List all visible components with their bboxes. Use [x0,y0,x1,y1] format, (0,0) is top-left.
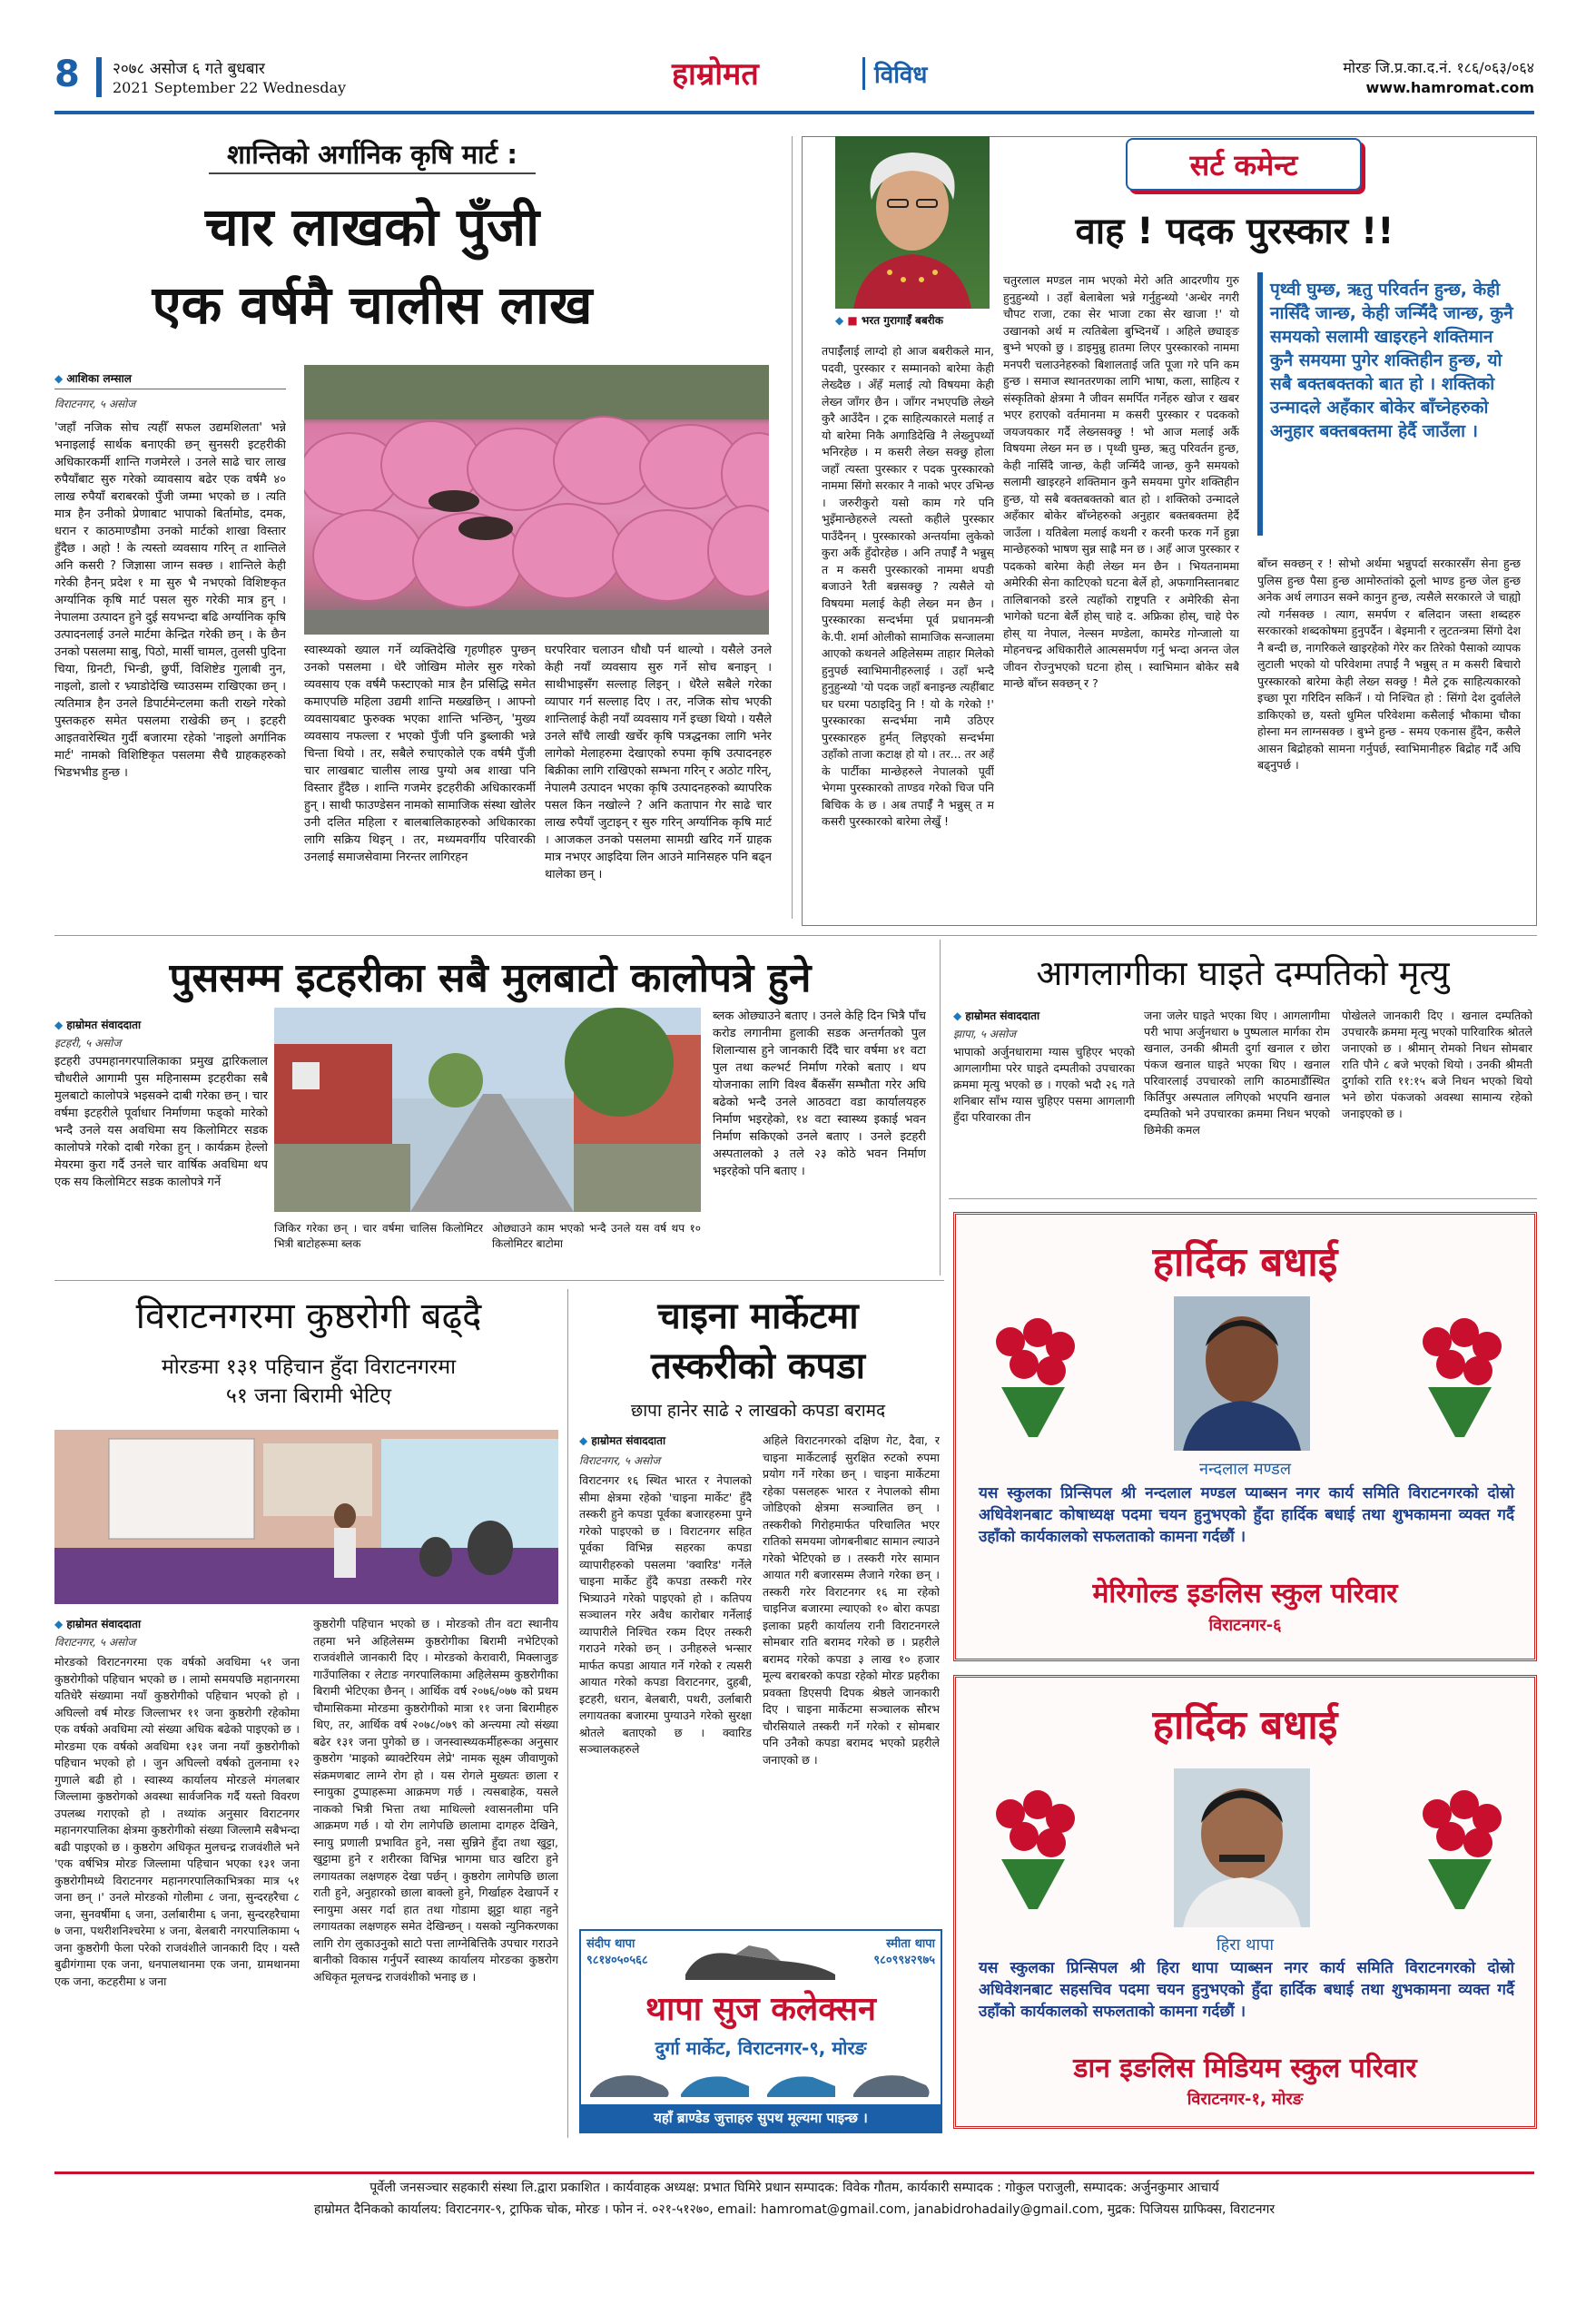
story4-author: ◆ हाम्रोमत संवाददाता [54,1616,141,1631]
story3-headline: आगलागीका घाइते दम्पतिको मृत्यु [1036,953,1450,993]
kicker-underline [209,172,536,174]
page-number-bar [96,57,102,97]
footer-line-1: पूर्वेली जनसञ्चार सहकारी संस्था लि.द्वारा प्रकाशित । कार्यवाहक अध्यक्ष: प्रभात घिमिरे प्रधान सम्पादक: विवेक गौतम, कार्यकारी सम्पादक : गोकुल पराजुली, सम्पादक: अर्जुनकुमार आचार्य [369,2181,1219,2195]
ad1-message: यस स्कुलका प्रिन्सिपल श्री नन्दलाल मण्डल प्याब्सन नगर कार्य समिति विराटनगरको दोस्रो अधिवेशनबाट कोषाध्यक्ष पदमा चयन हुनुभएको हुँदा हार्दिक बधाई तथा शुभकामना व्यक्त गर्दै उहाँको कार्यकालको सफलताको कामना गर्दछौं । [979,1484,1514,1546]
pullquote-box [1257,272,1521,536]
story5-column-1: विराटनगर १६ स्थित भारत र नेपालको सीमा क्षेत्रमा रहेको 'चाइना मार्केट' हुँदै तस्करी हुने कपडा पूर्वका बजारहरुमा पुग्ने गरेको पाइएको छ । विराटनगर सहित पूर्वका विभिन्न सहरका कपडा व्यापारीहरुको पसलमा 'क्वारिड' गर्नेले चाइना मार्केट हुँदै कपडा तस्करी गरेर भित्र्याउने गरेको पाइएको हो । कतिपय सञ्चालन गरेर अवैध कारोबार गर्नेलाई व्यापारीले निश्चित रकम दिएर तस्करी गराउने गरेको छन् । उनीहरुले भन्सार मार्फत कपडा आयात गर्ने गरेको र त्यसरी आयात गरेको कपडा विराटनगर, दुहबी, इटहरी, धरान, बेलबारी, पथरी, उर्लाबारी लगायतका बजारमा पुग्याउने गरेको सुरक्षा श्रोतले बताएको छ । क्वारिड सञ्चालकहरुले [579,1473,752,1756]
story5-author: ◆ हाम्रोमत संवाददाता [579,1433,665,1448]
masthead [54,50,1534,109]
ad-contact-right-phone[interactable]: ९८०९९४२९७५ [873,1954,935,1967]
story4-dateline: विराटनगर, ५ असोज [54,1636,136,1649]
road-photo-caption-2: ओछ्याउने काम भएको भन्दै उनले यस वर्ष थप १० किलोमिटर बाटोमा [492,1222,701,1250]
pullquote-text: पृथ्वी घुम्छ, ऋतु परिवर्तन हुन्छ, केही नासिँदै जान्छ, केही जन्मिँदै जान्छ, कुनै समयको सलामी खाइरहने शक्तिमान कुनै समयमा पुगेर शक्तिहीन हुन्छ, यो सबै बक्तबक्तको बात हो । शक्तिको उन्मादले अहँकार बोकेर बाँच्नेहरुको अनुहार बक्तबक्तमा हेर्दै जाउँला । [1270,280,1513,441]
column-logo-text: सर्ट कमेन्ट [1189,148,1298,182]
ad2-school: डान इङलिस मिडियम स्कुल परिवार [1073,2053,1417,2084]
story1-kicker: शान्तिको अर्गानिक कृषि मार्ट : [227,139,517,170]
story4-headline: विराटनगरमा कुष्ठरोगी बढ्दै [135,1295,482,1337]
story4-column-2: कुष्ठरोगी पहिचान भएको छ । मोरङको तीन वटा स्थानीय तहमा भने अहिलेसम्म कुष्ठरोगीका बिरामी नभेटिएको राजवंशीले जानकारी दिए । मोरङको केरावारी, मिक्लाजुङ गाउँपालिका र लेटाङ नगरपालिकामा अहिलेसम्म कुष्ठरोगीका बिरामी भेटिएका छैनन् । आर्थिक वर्ष २०७६/०७७ को प्रथम चौमासिकमा मोरङमा कुष्ठरोगीको मात्रा ११ जना बिरामीहरु थिए, तर, आर्थिक वर्ष २०७८/०७९ को अन्त्यमा त्यो संख्या बढेर १३१ जना पुगेको छ । जनस्वास्थ्यकर्मीहरूका अनुसार कुष्ठरोग 'माइको ब्याक्टेरियम लेप्रे' नामक सूक्ष्म जीवाणुको संक्रमणबाट लाग्ने रोग हो । यस रोगले मुख्यतः छाला र स्नायुका टुप्पाहरूमा आक्रमण गर्छ । त्यसबाहेक, यसले नाकको भित्री भित्ता तथा माथिल्लो श्वासनलीमा पनि आक्रमण गर्छ । यो रोग लागेपछि छालामा दागहरु देखिने, स्नायु प्रणाली प्रभावित हुने, नसा सुन्निने हुँदा तथा खुट्टा, खुट्टामा हुने र शरीरका विभिन्न भागमा घाउ खटिरा हुने लगायतका लक्षणहरु देखा पर्छन् । कुष्ठरोग लागेपछि छाला राती हुने, अनुहारको छाला बाक्लो हुने, गिर्खाहरु देखापर्ने र स्नायुमा असर गर्दा हात तथा गोडामा झुट्टा थाहा नहुने लगायतका लक्षणहरु समेत देखिन्छन् । यसको न्युनिकरणका लागि रोग लुकाउनुको साटो पत्ता लाग्नेबित्तिकै उपचार गराउने बानीको विकास गर्नुपर्ने स्वास्थ्य कार्यालय मोरङका कुष्ठरोग अधिकृत मूलचन्द्र राजवंशीको भनाइ छ । [313,1617,558,1984]
columnist-name-text: भरत गुरागाईँ बबरीक [861,314,943,327]
ad1-portrait [1174,1296,1310,1451]
greeting-ad-2 [953,1675,1537,2129]
story1-dateline: विराटनगर, ५ असोज [54,398,136,410]
story5-subhead: छापा हानेर साढे २ लाखको कपडा बरामद [630,1401,886,1421]
ad2-person-name: हिरा थापा [1216,1935,1274,1955]
date-english: 2021 September 22 Wednesday [113,79,347,96]
ad-contact-right [873,1935,935,1967]
rose-bouquet-icon-3 [983,1777,1083,1914]
story3-column-2: जना जलेर घाइते भएका थिए । आगलागीमा परी भापा अर्जुनधारा ७ पुष्पलाल मार्गका रोम खनाल, उनकी श्रीमती दुर्गा खनाल र छोरा पंकज खनाल घाइते भएका थिए । खनाल परिवारलाई उपचारको लागि काठमाडौंस्थित किर्तिपुर अस्पताल लगिएको भएपनि खनाल दम्पतिको भने उपचारका क्रममा निधन भएको छिमेकी कमल [1144,1009,1330,1137]
story3-column-3: पोखेलले जानकारी दिए । खनाल दम्पतिको उपचारकै क्रममा मृत्यु भएको पारिवारिक श्रोतले जनाएको छ । श्रीमान् रोमको निधन सोमबार राति पौने ८ बजे भएको थियो । उनकी श्रीमती दुर्गाको राति ११:१५ बजे निधन भएको थियो भने छोरा पंकजको अवस्था सामान्य रहेको जनाइएको छ । [1342,1009,1532,1120]
pink-bags-photo [304,365,769,635]
columnist-photo [835,136,990,309]
masthead-rule [54,111,1534,114]
road-photo [274,1008,701,1212]
ad-contact-right-name: स्मीता थापा [886,1937,935,1951]
column-logo [1126,138,1362,191]
ad1-school: मेरिगोल्ड इङलिस स्कुल परिवार [1092,1578,1398,1610]
story5-column-2: अहिले विराटनगरको दक्षिण गेट, दैवा, र चाइना मार्केटलाई सुरक्षित रुटको रुपमा प्रयोग गर्ने गरेका छन् । चाइना मार्केटमा रहेका पसलहरू भारत र नेपालको सीमा जोडिएको क्षेत्रमा सञ्चालित छन् । तस्करीको गिरोहमार्फत परिचालित भएर रातिको समयमा जोगबनीबाट सामान ल्याउने गरेको भेटिएको छ । तस्करी गरेर सामान आयात गरी बजारसम्म लैजाने गरेका छन् । तस्करी गरेर विराटनगर १६ मा रहेको चाइनिज बजारमा ल्याएको १० बोरा कपडा इलाका प्रहरी कार्यालय रानी विराटनगरले सोमबार राति बरामद गरेको छ । प्रहरीले बरामद गरेको कपडा ३ लाख १० हजार मूल्य बराबरको कपडा रहेको मोरङ प्रहरीका प्रवक्ता डिएसपी दिपक श्रेष्ठले जानकारी दिए । चाइना मार्केटमा सञ्चालक सौरभ चौरसियाले तस्करी गर्ने गरेको र सोमबार पनि उनैको कपडा बरामद भएको प्रहरीले जनाएको छ । [763,1433,940,1767]
story2-author: ◆ हाम्रोमत संवाददाता [54,1017,141,1032]
rose-bouquet-icon [983,1305,1083,1442]
column-headline: वाह ! पदक पुरस्कार !! [1075,211,1394,252]
section-rule-2 [54,1280,944,1281]
rose-bouquet-icon-4 [1410,1777,1510,1914]
column-divider-3 [567,1289,568,2138]
ad2-title: हार्दिक बधाई [1152,1702,1338,1748]
page-number: 8 [54,54,80,95]
greeting-ad-1 [953,1212,1537,1661]
columnist-name: ◆ ■ भरत गुरागाईँ बबरीक [835,312,990,328]
story5-headline-1: चाइना मार्केटमा [657,1295,859,1337]
story2-column-1: इटहरी उपमहानगरपालिकाका प्रमुख द्वारिकलाल चौधरीले आगामी पुस महिनासम्म इटहरीका सबै मुलबाटो कालोपत्रे भइसक्ने दाबी गरेका छन् । चार वर्षमा इटहरीले पूर्वाधार निर्माणमा फड्को मारेको भन्दै उनले यस अवधिमा सय किलोमिटर सडक कालोपत्रे गरेको दाबी गरेका हुन् । कार्यक्रम हेल्लो मेयरमा कुरा गर्दै उनले चार वार्षिक अवधिमा थप एक सय किलोमिटर सडक कालोपत्रे गर्ने [54,1055,268,1189]
story1-headline-1: चार लाखको पुँजी [204,196,540,258]
shoe-display [590,2063,931,2101]
column-divider-2 [940,940,941,1275]
ad1-title: हार्दिक बधाई [1152,1239,1338,1285]
section-rule-3 [949,1198,1537,1199]
ad1-place: विराटनगर-६ [1208,1616,1282,1635]
story2-column-3: ब्लक ओछ्याउने बताए । उनले केहि दिन भित्रै पाँच करोड लगानीमा हुलाकी सडक अन्तर्गतको पुल शिलान्यास हुने जानकारी दिँदै चार वर्षमा ४१ वटा पुल तथा कल्भर्ट निर्माण गरेको बताए । थप योजनाका लागि विश्व बैंकसँग सम्भौता गरेर अघि बढेको भन्दै उनले आठवटा वडा कार्यालयहरु निर्माण भइरहेको, १४ वटा स्वास्थ्य इकाई भवन निर्माण सकिएको उनले बताए । उनले इटहरी अस्पतालको ३ तले २३ कोठे भवन निर्माण भइरहेको पनि बताए । [713,1009,926,1178]
story2-headline: पुससम्म इटहरीका सबै मुलबाटो कालोपत्रे हुने [169,955,812,1001]
ad2-place: विराटनगर-१, मोरङ [1187,2090,1304,2109]
story1-headline-2: एक वर्षमै चालीस लाख [152,274,593,336]
date-nepali: २०७८ असोज ६ गते बुधबार [113,60,265,78]
column-col-2: चतुरलाल मण्डल नाम भएको मेरो अति आदरणीय गुरु हुनुहुन्थ्यो । उहाँ बेलाबेला भन्ने गर्नुहुन्थ्यो 'अन्धेर नगरी चौपट राजा, टका सेर भाजा टका सेर खाजा !' यो उखानको अर्थ म त्यतिबेला बुभ्दिनथेँ । अहिले छ्याङ्ङ बुभ्ने भएको छु । डाइमुन्नु हातमा लिएर पुरस्कारको नाममा मनपरी चलाउनेहरुको बिशालताई जति पूजा गरे पनि कम हुन्छ । समाज स्थानतरणका लागि भाषा, कला, साहित्य र संस्कृतिको क्षेत्रमा नै जीवन समर्पित गर्नेहरु खोज र खबर भएर हराएको वर्तमानमा म कसरी पुरस्कार र पदकको जयजयकार गर्दै लेख्नसक्छु ! भो आज मलाई अर्कै विषयमा लेख्न मन छ । पृथ्वी घुम्छ, ऋतु परिवर्तन हुन्छ, केही नासिँदै जान्छ, केही जन्मिँदै जान्छ, कुनै समयको सलामी खाइरहने शक्तिमान कुनै समयमा पुगेर शक्तिहीन हुन्छ, यो सबै बक्तबक्तको बात हो । शक्तिको उन्मादले अहँकार बोकेर बाँच्नेहरुको अनुहार बक्तबक्तमा हेर्दै जाउँला । यतिबेला मलाई कथनी र करनी फरक गर्ने हुन्ना मान्छेहरुको भाषण सुन्न साह्रै मन छ । अहँ आज पुरस्कार र पदकको बारेमा केही लेख्न मन छैन । भियतनाममा अमेरिकी सेना काटिएको घटना बेर्ले हो, अफगानिस्तानबाट तालिबानको डरले त्यहाँको राष्ट्रपति र अमेरिकी सेना भागेको घटना बेर्लै होस् चाहे द. अफ्रिका होस्, चाहे पेरु होस् या नेपाल, नेल्सन मण्डेला, कामरेड गोन्जालो या मोहनचन्द्र अधिकारीले आत्मसमर्पण गर्नु भन्दा अनन्त जेल जीवन रोज्नुभएको घटना होस् । स्वाभिमान बोकेर सबै मान्छे बाँच्न सक्छन् र ? [1003,273,1239,690]
ad1-person-name: नन्दलाल मण्डल [1198,1460,1292,1479]
website[interactable]: www.hamromat.com [1365,79,1534,96]
story3-column-1: भापाको अर्जुनधारामा ग्यास चुहिएर भएको आगलागीमा परेर घाइते दम्पतीको उपचारका क्रममा मृत्यु भएको छ । गएको भदौ २६ गते शनिबार साँभ ग्यास चुहिएर पसमा आगलागी हुँदा परिवारका तीन [953,1045,1135,1124]
story2-dateline: इटहरी, ५ असोज [54,1037,122,1049]
story5-dateline: विराटनगर, ५ असोज [579,1454,661,1467]
shoe-shop-title: थापा सुज कलेक्सन [645,1991,876,2028]
shoe-icon [681,1938,844,1984]
section-name: विविध [862,57,927,90]
shoe-shop-address: दुर्गा मार्केट, विराटनगर-९, मोरङ [655,2037,867,2059]
shoe-shop-tagline: यहाँ ब्राण्डेड जुत्ताहरु सुपथ मूल्यमा पाइन्छ । [581,2104,941,2132]
story4-column-1: मोरङको विराटनगरमा एक वर्षको अवधिमा ५१ जना कुष्ठरोगीको पहिचान भएको छ । लामो समयपछि महानगरमा यतिधेरै संख्यामा नयाँ कुष्ठरोगीको पहिचान भएको हो । अघिल्लो वर्ष मोरङ जिल्लाभर ११ जना कुष्ठरोगी रहेकोमा एक वर्षको अवधिमा त्यो संख्या अधिक बढेको पाइएको छ । मोरङमा एक वर्षको अवधिमा १३१ जना नयाँ कुष्ठरोगीको पहिचान भएको हो । जुन अघिल्लो वर्षको तुलनामा १२ गुणाले बढी हो । स्वास्थ्य कार्यालय मोरङले मंगलबार जिल्लामा कुष्ठरोगको अवस्था सार्वजनिक गर्दै यस्तो विवरण उपलब्ध गराएको हो । तथ्यांक अनुसार विराटनगर महानगरपालिका क्षेत्रमा कुष्ठरोगीको संख्या जिल्लामै सबैभन्दा बढी पाइएको छ । कुष्ठरोग अधिकृत मुलचन्द्र राजवंशीले भने 'एक वर्षभित्र मोरङ जिल्लामा पहिचान भएका १३१ जना कुष्ठरोगीमध्ये विराटनगर महानगरपालिकाभित्रका मात्र ५१ जना छन् ।' उनले मोरङको गोलीमा ८ जना, सुन्दरहरैचा ८ जना, सुनवर्षीमा ६ जना, उर्लाबारीमा ६ जना, सुन्दरहरैचामा ७ जना, पथरीशनिश्चरेमा ४ जना, बेलबारी नगरपालिकामा ५ जना कुष्ठरोगी फेला परेको राजवंशीले जानकारी दिए । यस्तै बुढीगंगामा एक जना, धनपालथानमा एक जना, ग्रामथानमा एक जना, कटहरीमा ४ जना [54,1655,300,1988]
meeting-photo [54,1430,558,1604]
story3-dateline: झापा, ५ असोज [953,1028,1017,1040]
ad-contact-left-phone[interactable]: ९८१४०५०५६८ [586,1954,648,1967]
ad-contact-left-name: संदीप थापा [586,1937,635,1951]
story4-subhead-1: मोरङमा १३१ पहिचान हुँदा विराटनगरमा [161,1355,457,1379]
column-col-3: बाँच्न सक्छन् र ! सोभो अर्थमा भन्नुपर्दा सरकारसँग सेना हुन्छ पुलिस हुन्छ पैसा हुन्छ आमोरुतांको ठूलो भाण्ड हुन्छ जेल हुन्छ अनेक अर्थ लगाउन सक्ने कानुन हुन्छ, त्यसैले सरकारले जे चाह्यो त्यो गर्नसक्छ । त्याग, समर्पण र बलिदान जस्ता शब्दहरु सरकारको शब्दकोषमा हुनुपर्दैन । बेइमानी र लुटतन्त्रमा सिंगो देश नै बन्दी छ, नागरिकले खाइरहेको गेरेर कर तिरेको पैसाको व्यापक लुटाली भएको यो परिवेशमा तपाईं नै भन्नुस् त म कसरी बिचारो पुरस्कारको बारेमा केही लेख्न सक्छु ! मैले ट्रक साहित्यकारको इच्छा पूरा गरिदिन सकिनँ । यो निश्चित हो : सिंगो देश दुर्वालेले डाकिएको छ, यस्तो धुमिल परिवेशमा कसैलाई भौकामा चौका होस्ना मन लाग्नसक्छ । बुभ्ने हुन्छ - समय एकनास हुँदैन, कसैले आसन बिद्रोहको सामना गर्नुपर्छ, स्वाभिमानीहरु बिद्रोह गर्दै अघि बढ्नुपर्छ । [1257,556,1521,772]
registration-number: मोरङ जि.प्र.का.द.नं. १८६/०६३/०६४ [1343,59,1534,76]
story4-subhead-2: ५१ जना बिरामी भेटिए [225,1384,392,1408]
footer-rule [54,2171,1534,2174]
ad-contact-left [586,1935,648,1967]
story1-author: ◆ आशिका लम्साल [54,370,132,386]
story1-column-3: घरपरिवार चलाउन धौधौ पर्न थाल्यो । यसैले उनले केही नयाँ व्यवसाय सुरु गर्ने सोच बनाइन् । साथीभाइसँग सल्लाह लिइन् । धेरैले सबैले गरेका व्यापार गर्न सल्लाह दिए । तर, नजिक सोच भएकी शान्तिलाई केही नयाँ व्यवसाय गर्ने इच्छा थियो । यसैले उनले साँचै लाखी खर्चेर कृषि पत्रद्धनका लागि भनेर लागेको मेलाहरुमा देखाएको रुपमा कृषि उत्पादनहरु बिक्रीका लागि राखिएको सम्भना गरिन् र अठोट गरिन्, नेपालमै उत्पादन भएका कृषि उत्पादनहरुको ब्यापरिक पसल किन नखोल्ने ? अनि कतापान गेर साढे चार लाख रुपैयाँ जुटाइन् र सुरु गरिन् अर्ग्यानिक कृषि मार्ट । आजकल उनको पसलमा सामग्री खरिद गर्ने ग्राहक मात्र नभएर आइदिया लिन आउने मानिसहरु पनि बढ्न थालेका छन् । [545,644,772,881]
shoe-shop-ad [579,1929,942,2133]
story3-author: ◆ हाम्रोमत संवाददाता [953,1008,1039,1023]
paper-logo: हाम्रोमत [672,56,759,93]
footer-line-2: हाम्रोमत दैनिकको कार्यालय: विराटनगर-९, ट्राफिक चोक, मोरङ । फोन नं. ०२१-५१२७०, email: hamromat@gmail.com, janabidrohadaily@gmail.com, मुद्रक: पिजियस ग्राफिक्स, विराटनगर [313,2202,1276,2217]
story1-column-1: 'जहाँ नजिक सोच त्यहीँ सफल उद्यमशिलता' भन्ने भनाइलाई सार्थक बनाएकी छन् सुनसरी इटहरीकी अधिकारकर्मी शान्ति गजमेरले । उनले साढे चार लाख रुपैयाँबाट सुरु गरेको व्यावसाय बढेर एक वर्षमै ४० लाख रुपैयाँ बराबरको पुँजी जम्मा भएको छ । त्यति मात्र हैन उनीको प्रेणाबाट भापाको बिर्तामोड, दमक, धरान र काठमाण्डौमा उनको मार्टको शाखा विस्तार हुँदैछ । अहो ! के त्यस्तो व्यवसाय गरिन् त शान्तिले अनि कसरी ? जिज्ञासा जाग्न सक्छ । शान्तिले केही गरेकी हैनन् प्रदेश १ मा सुरु भै नभएको विशिष्टकृत अर्ग्यानिक कृषि मार्ट पसल सुरु गरेकी मात्र हुन् । नेपालमा उत्पादन हुने दुई सयभन्दा बढि अर्ग्यानिक कृषि उत्पादनलाई उनले मार्टमा केन्द्रित गरेकी छन् । के छैन उनको पसलमा साबु, पिठो, मार्सी चामल, तुलसी पुदिना चिया, ग्रिनटी, भिन्डी, छुर्पी, विशिष्टेड गुलाबी नुन, नाइलो, डालो र भ्र्याडोदेखि च्याउसम्म राखिएका छन् । त्यतिमात्र हैन उनले डिपार्टमेन्टलमा कती राख्ने गरेको पुस्तकहरु समेत पसलमा राखेकी छन् । इटहरी आइतवारेस्थित गुर्दी बजारमा रहेको 'नाइलो अर्गानिक मार्ट' नामको विशिष्टिकृत पसलमा सैचै ग्राहकहरुको भिडभभीड हुन्छ । [54,421,286,780]
ad2-message: यस स्कुलका प्रिन्सिपल श्री हिरा थापा प्याब्सन नगर कार्य समिति विराटनगरको दोस्रो अधिवेशनबाट सहसचिव पदमा चयन हुनुभएको हुँदा हार्दिक बधाई तथा शुभकामना व्यक्त गर्दै उहाँको कार्यकालको सफलताको कामना गर्दछौं । [979,1959,1514,2021]
section-rule [54,935,1537,936]
ad2-portrait [1174,1768,1310,1927]
column-col-1: तपाईँलाई लाग्दो हो आज बबरीकले मान, पदवी, पुरस्कार र सम्मानको बारेमा केही लेख्दैछ । अँहँ मलाई त्यो विषयमा केही लेख्न जाँगर छैन । जाँगर नभएपछि लेख्ने कुरै आउँदैन । ट्रक साहित्यकारले मलाई त यो बारेमा निकै अगाडिदेखि नै लेख्नुपर्थ्यो भनिरहेछ । म कसरी लेख्न सक्छु होला जहाँ त्यस्ता पुरस्कार र पदक पुरस्कारको नाममा सिंगो सरकार नै नाको भएर उभिन्छ । जरुरीकुरो यसो काम गरे पनि भुइँमान्छेहरुले त्यस्तो कहीले पुरस्कार पाउँदैनन् । पुरस्कारको अन्तर्यामा लुकेको कुरा अर्कै हुँदोरहेछ । अनि तपाईँ नै भन्नुस् त म कसरी पुरस्कारको नाममा थपडी बजाउने रैती बन्नसक्छु ? त्यसैले यो विषयमा मलाई केही लेख्न मन छैन । पुरस्कारका सन्दर्भमा पूर्व प्रधानमन्त्री के.पी. शर्मा ओलीको सामाजिक सन्जालमा आएको कथनले अहिलेसम्म ताहार मिलेको हुनुपर्छ स्वाभिमानीहरुलाई । उहाँ भन्दै हुनुहुन्थ्यो 'यो पदक जहाँ बनाइन्छ त्यहींबाट घर घरमा पठाइदिनु नि ! यो के गरेको !' पुरस्कारका सन्दर्भमा नामै उठिएर पुरस्कारहरु हुर्मत् लिइएको सन्दर्भमा उहाँको ताजा कटाक्ष हो यो । तर... तर अहँ के पार्टीका मान्छेहरुले नेपालको पूर्वी भेगमा पुरस्कारको ताण्डव गरेको चिज पनि बिचिक के छ । अब तपाईँ नै भन्नुस् त म कसरी पुरस्कारको बारेमा लेखुँ ! [822,344,994,828]
rose-bouquet-icon-2 [1410,1305,1510,1442]
column-divider [792,136,793,919]
story5-headline-2: तस्करीको कपडा [650,1345,865,1387]
road-photo-caption-1: जिकिर गरेका छन् । चार वर्षमा चालिस किलोमिटर भित्री बाटोहरूमा ब्लक [274,1222,483,1250]
story1-column-2: स्वास्थ्यको ख्याल गर्ने व्यक्तिदेखि गृहणीहरु पुग्छन् उनको पसलमा । धेरै जोखिम मोलेर सुरु गरेको व्यवसाय एक वर्षमै फस्टाएको मात्र हैन प्रसिद्धि समेत कमाएपछि महिला उद्यमी शान्ति मख्खछिन् । आफ्नो व्यवसायबाट फुरुक्क भएका शान्ति भन्छिन्, 'मुख्य व्यवसाय नफल्ला र भएको पुँजी पनि डुब्लाकी भन्ने चिन्ता थियो । तर, सबैले रुचाएकोले एक वर्षमै पुँजी चार लाखबाट चालीस लाख पुग्यो अब शाखा पनि विस्तार हुँदैछ । शान्ति गजमेर इटहरीकी अधिकारकर्मी हुन् । साथी फाउण्डेसन नामको सामाजिक संस्था खोलेर उनी दलित महिला र बालबालिकाहरुको अधिकारका लागि सक्रिय थिइन् । तर, मध्यमवर्गीय परिवारकी उनलाई समाजसेवामा निरन्तर लागिरहन [304,644,536,864]
